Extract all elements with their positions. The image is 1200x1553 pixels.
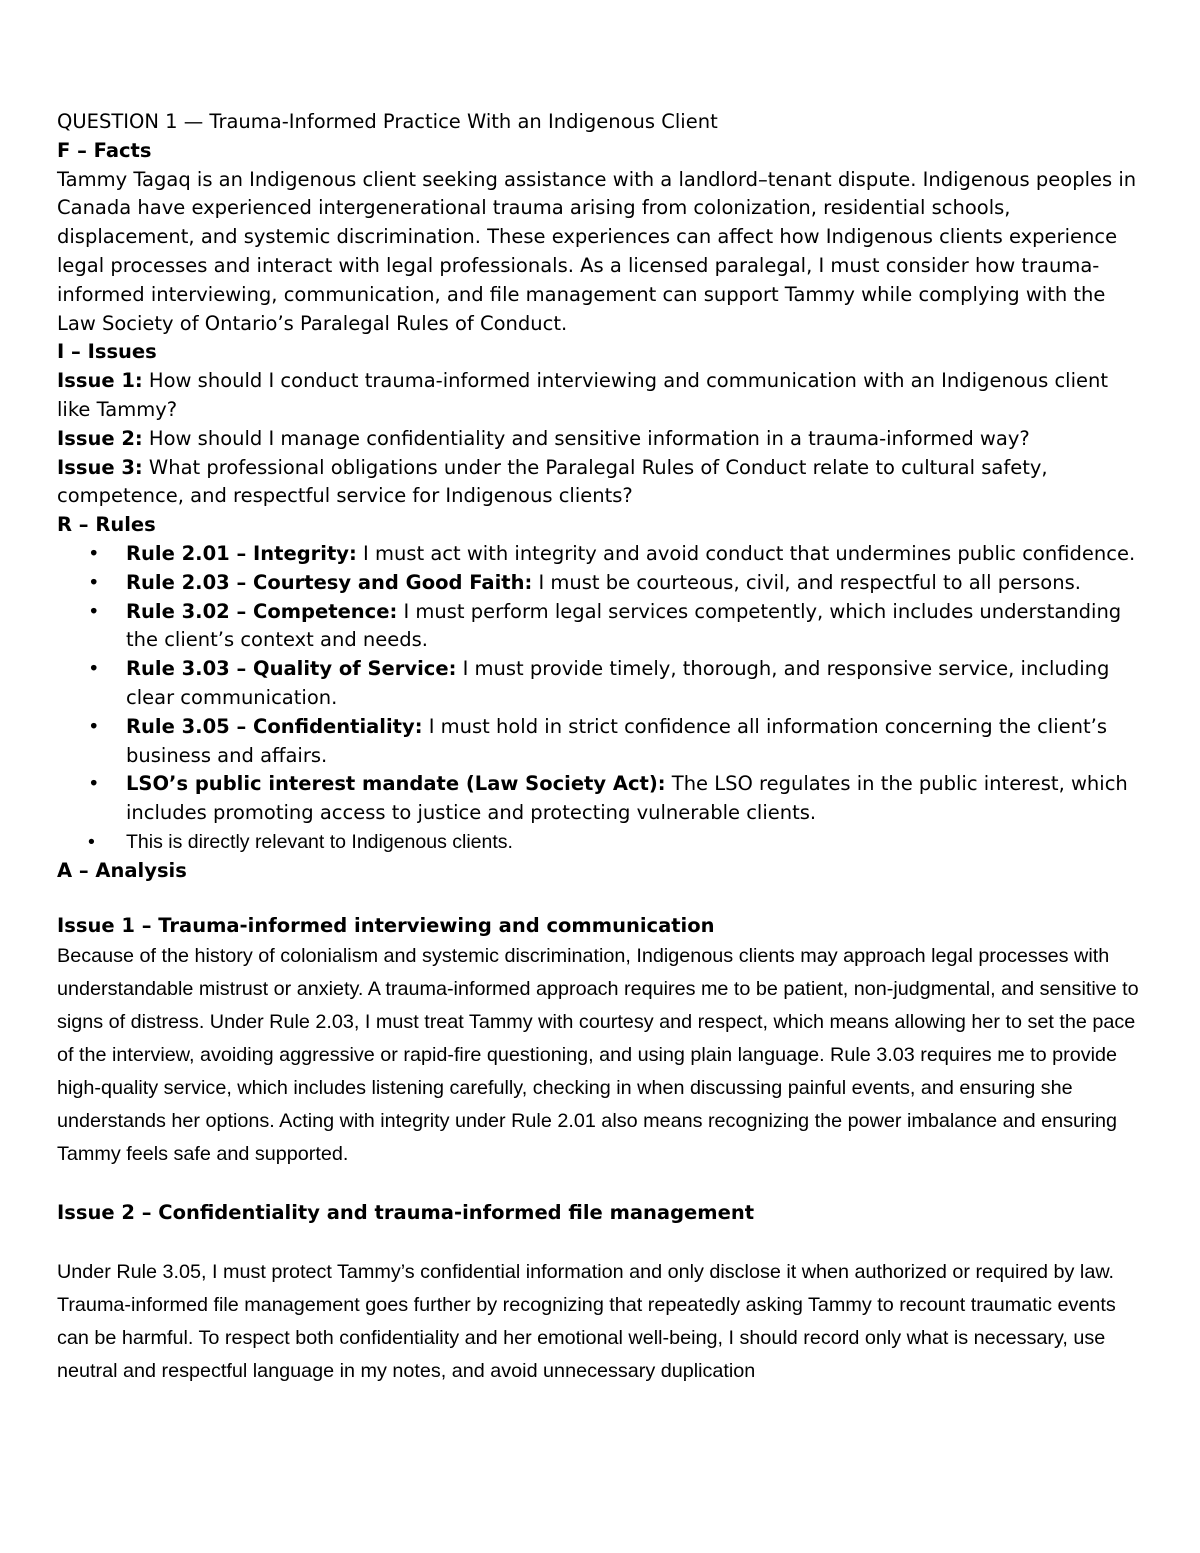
rules-list <box>57 540 1147 857</box>
rule-item: • LSO’s public interest mandate (Law Society Act): The LSO regulates in the public interest, which includes promoting access to justice and protecting vulnerable clients. <box>88 772 1128 825</box>
rule-item: • Rule 2.03 – Courtesy and Good Faith: I must be courteous, civil, and respectful to all persons. <box>57 569 1147 598</box>
spacer <box>57 1171 1147 1199</box>
bullet-icon: • <box>88 541 100 565</box>
rule-item: • Rule 3.02 – Competence: I must perform legal services competently, which includes understanding the client’s context and needs. <box>88 599 1122 652</box>
bullet-icon: • <box>88 714 100 738</box>
rule-item: • Rule 2.01 – Integrity: I must act with integrity and avoid conduct that undermines public confidence. <box>57 540 1147 569</box>
issue-item: Issue 2: How should I manage confidentiality and sensitive information in a trauma-informed way? <box>57 426 1030 450</box>
analysis-issue1-heading: Issue 1 – Trauma-informed interviewing and communication <box>57 913 715 937</box>
bullet-icon: • <box>88 657 100 681</box>
spacer <box>57 886 1147 912</box>
rule-item: • Rule 3.05 – Confidentiality: I must hold in strict confidence all information concerning the client’s business and affairs. <box>88 714 1107 767</box>
rule-item-extra: • This is directly relevant to Indigenous clients. <box>57 828 1147 857</box>
facts-paragraph: Tammy Tagaq is an Indigenous client seeking assistance with a landlord–tenant dispute. Indigenous peoples in Canada have experienced intergenerational trauma arising from colonization, residential schools, displacement, and systemic discrimination. These experiences can affect how Indigenous clients experience legal processes and interact with legal professionals. As a licensed paralegal, I must consider how trauma-informed interviewing, communication, and file management can support Tammy while complying with the Law Society of Ontario’s Paralegal Rules of Conduct. <box>57 167 1137 335</box>
analysis-issue2-heading: Issue 2 – Confidentiality and trauma-informed file management <box>57 1201 755 1225</box>
spacer <box>57 1228 1147 1256</box>
bullet-icon: • <box>88 599 100 623</box>
analysis-heading: A – Analysis <box>57 858 187 882</box>
rules-heading: R – Rules <box>57 513 156 537</box>
issue-item: Issue 1: How should I conduct trauma-informed interviewing and communication with an Indigenous client like Tammy? <box>57 369 1109 421</box>
facts-heading: F – Facts <box>57 138 152 162</box>
bullet-icon: • <box>88 570 100 594</box>
document-page <box>57 108 1147 1388</box>
issue-item: Issue 3: What professional obligations under the Paralegal Rules of Conduct relate to cultural safety, competence, and respectful service for Indigenous clients? <box>57 455 1048 508</box>
document-title: QUESTION 1 — Trauma-Informed Practice With an Indigenous Client <box>57 110 718 133</box>
issues-heading: I – Issues <box>57 340 157 364</box>
analysis-issue2-paragraph: Under Rule 3.05, I must protect Tammy’s confidential information and only disclose it when authorized or required by law. Trauma-informed file management goes further by recognizing that repeatedly asking Tammy to recount traumatic events can be harmful. To respect both confidentiality and her emotional well-being, I should record only what is necessary, use neutral and respectful language in my notes, and avoid unnecessary duplication <box>57 1261 1116 1383</box>
rule-item: • Rule 3.03 – Quality of Service: I must provide timely, thorough, and responsive service, including clear communication. <box>88 657 1110 709</box>
analysis-issue1-paragraph: Because of the history of colonialism and systemic discrimination, Indigenous clients may approach legal processes with understandable mistrust or anxiety. A trauma-informed approach requires me to be patient, non-judgmental, and sensitive to signs of distress. Under Rule 2.03, I must treat Tammy with courtesy and respect, which means allowing her to set the pace of the interview, avoiding aggressive or rapid-fire questioning, and using plain language. Rule 3.03 requires me to provide high-quality service, which includes listening carefully, checking in when discussing painful events, and ensuring she understands her options. Acting with integrity under Rule 2.01 also means recognizing the power imbalance and ensuring Tammy feels safe and supported. <box>57 945 1139 1166</box>
bullet-icon: • <box>88 772 100 796</box>
bullet-icon: • <box>88 830 95 853</box>
